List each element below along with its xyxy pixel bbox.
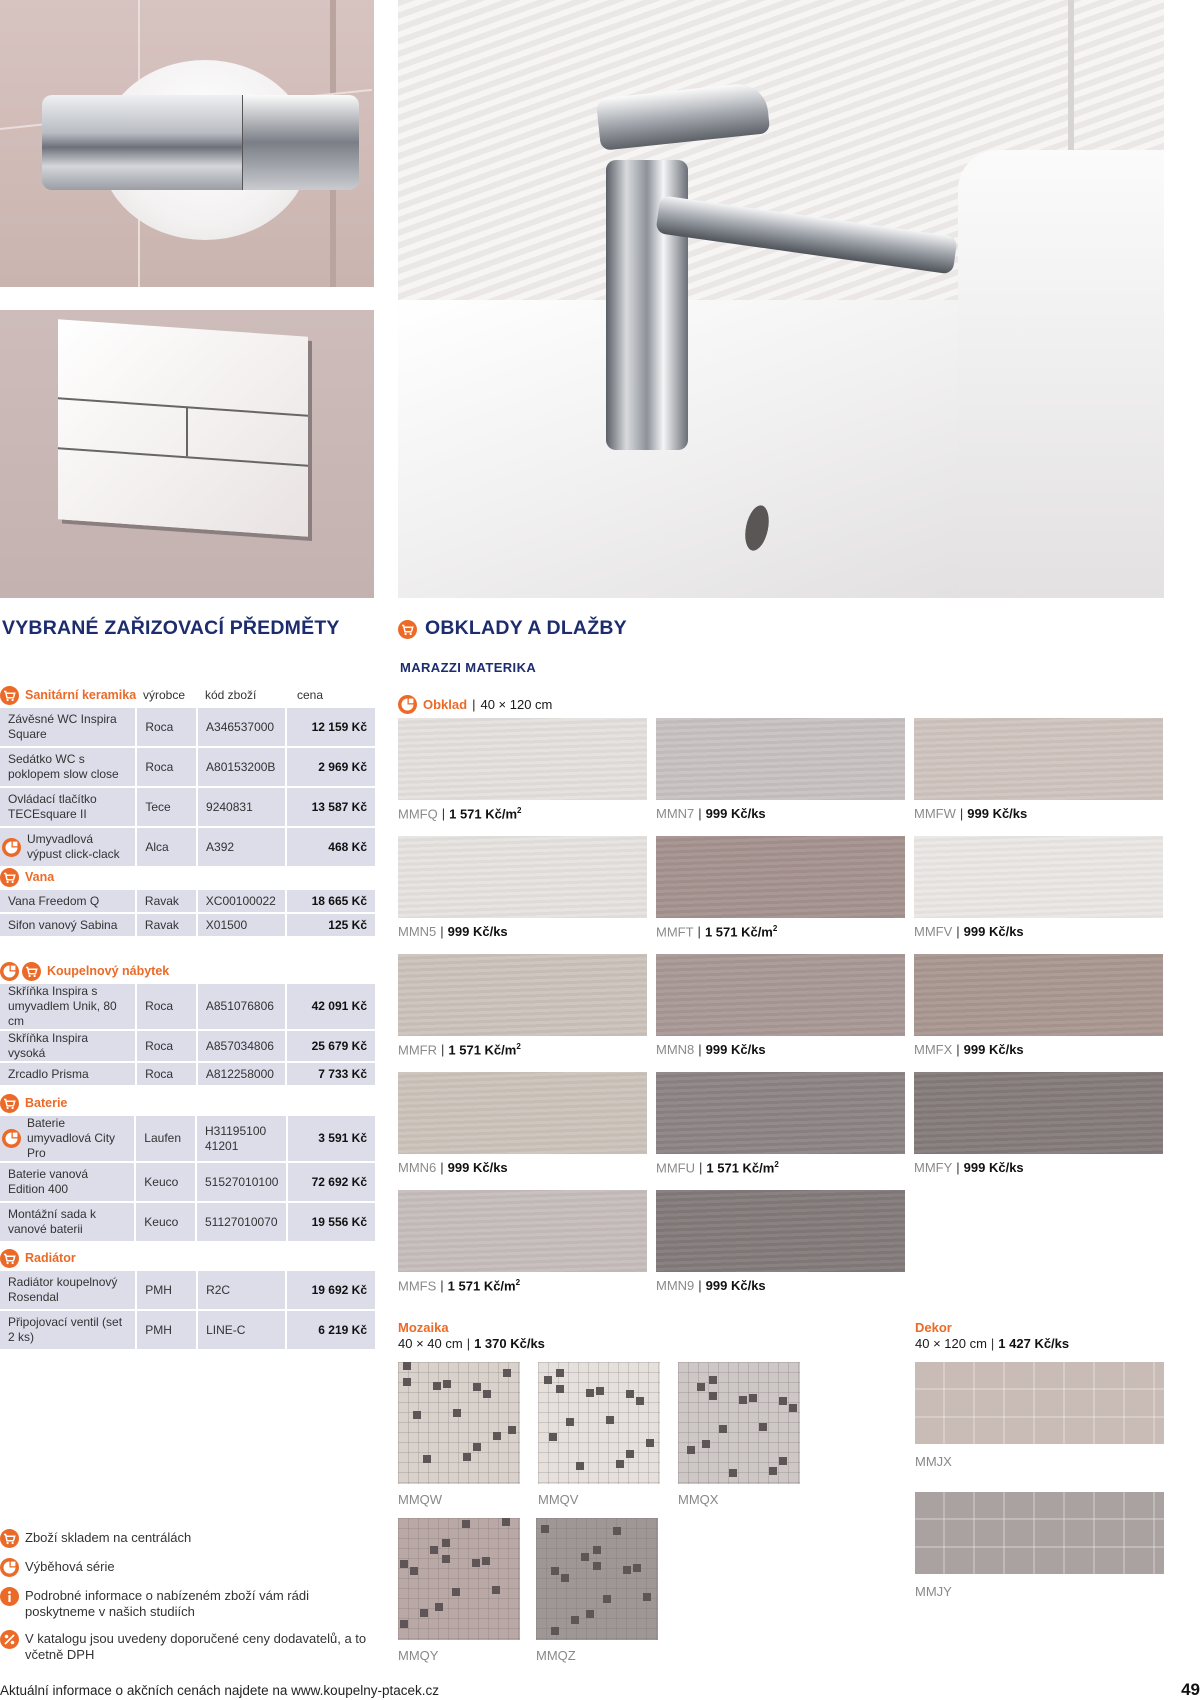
tile-label: MMN8 | 999 Kč/ks (656, 1042, 766, 1057)
table-row (0, 1063, 375, 1085)
legend-text: V katalogu jsou uvedeny doporučené ceny dodavatelů, a to včetně DPH (25, 1631, 367, 1662)
dekor-price: 1 427 Kč/ks (998, 1336, 1070, 1351)
table-row (0, 890, 375, 912)
product-name: Radiátor koupelnový Rosendal (8, 1275, 118, 1304)
tile-code: MMN8 (656, 1042, 695, 1057)
price-cell: 19 692 Kč (287, 1271, 375, 1309)
tile-item[interactable] (656, 1072, 905, 1176)
maker-cell: Roca (137, 1063, 196, 1085)
mosaic-swatch[interactable] (678, 1362, 800, 1484)
column-header-maker: výrobce (143, 688, 186, 702)
tile-code: MMN6 (398, 1160, 437, 1175)
unit-superscript: 2 (772, 924, 778, 933)
tile-price: 999 Kč/ks (447, 1160, 508, 1175)
mosaic-tile[interactable] (398, 1518, 520, 1663)
price-section (0, 960, 375, 1087)
tile-item[interactable] (914, 954, 1163, 1057)
table-row (0, 708, 375, 746)
mosaic-code: MMQZ (536, 1648, 576, 1663)
mozaika-size: 40 × 40 cm (398, 1336, 463, 1351)
legend-item (0, 1530, 380, 1548)
tile-item[interactable] (398, 1190, 647, 1294)
mosaic-tile[interactable] (678, 1362, 800, 1507)
code-cell: R2C (198, 1271, 285, 1309)
product-name: Závěsné WC Inspira Square (8, 712, 117, 741)
tile-price: 999 Kč/ks (705, 1042, 766, 1057)
tile-swatch[interactable] (656, 718, 905, 800)
mosaic-code: MMQY (398, 1648, 439, 1663)
table-row (0, 1271, 375, 1309)
code-cell: A346537000 (198, 708, 285, 746)
clearance-icon (0, 962, 19, 981)
tile-item[interactable] (398, 836, 647, 939)
tile-swatch[interactable] (398, 718, 647, 800)
table-row (0, 1203, 375, 1241)
mozaika-price: 1 370 Kč/ks (474, 1336, 545, 1351)
tile-label: MMN9 | 999 Kč/ks (656, 1278, 766, 1293)
price-section (0, 866, 375, 938)
mosaic-tile[interactable] (538, 1362, 660, 1507)
price-cell: 12 159 Kč (287, 708, 375, 746)
tile-code: MMFR (398, 1042, 437, 1058)
tile-item[interactable] (398, 954, 647, 1058)
product-name-cell (0, 1163, 134, 1201)
tile-price: 1 571 Kč/m (706, 1160, 775, 1176)
mozaika-header: Mozaika 40 × 40 cm | 1 370 Kč/ks (398, 1320, 545, 1351)
code-cell: 51527010100 (197, 1163, 286, 1201)
product-name-cell (0, 1116, 134, 1161)
unit-superscript: 2 (774, 1160, 779, 1169)
legend-text: Podrobné informace o nabízeném zboží vám rádi poskytneme v našich studiích (25, 1588, 309, 1619)
tile-price: 999 Kč/ks (705, 1278, 766, 1293)
tile-label: MMFR | 1 571 $Kč/m^2$ (398, 1042, 521, 1058)
percent-icon (0, 1630, 19, 1649)
product-name-cell (0, 984, 135, 1029)
tile-price: 999 Kč/ks (963, 924, 1024, 939)
maker-cell: Alca (137, 828, 196, 866)
tile-code: MMFQ (398, 806, 438, 822)
code-cell: XC00100022 (198, 890, 285, 912)
tile-code: MMFX (914, 1042, 953, 1057)
tile-item[interactable] (656, 718, 905, 821)
photo-flush-plate (0, 310, 374, 598)
dekor-size: 40 × 120 cm (915, 1336, 987, 1351)
maker-cell: Roca (137, 1031, 196, 1061)
product-name: Sifon vanový Sabina (8, 917, 118, 932)
product-name: Skříňka Inspira vysoká (8, 1031, 89, 1060)
product-name-cell (0, 828, 135, 866)
code-cell: A392 (198, 828, 285, 866)
product-name: Umyvadlová výpust click-clack (27, 832, 120, 861)
price-cell: 125 Kč (287, 914, 375, 936)
mosaic-code: MMQX (678, 1492, 719, 1507)
legend-item (0, 1631, 380, 1663)
tile-item[interactable] (398, 718, 647, 822)
brand-subheading: MARAZZI MATERIKA (400, 660, 537, 675)
product-name: Montážní sada k vanové baterii (8, 1207, 97, 1236)
clearance-icon (398, 695, 417, 714)
product-name: Vana Freedom Q (8, 893, 100, 908)
dekor-swatch[interactable] (915, 1362, 1164, 1444)
code-cell: A851076806 (198, 984, 285, 1029)
unit-superscript: 2 (515, 1278, 521, 1287)
tile-price: 999 Kč/ks (963, 1160, 1024, 1175)
product-name-cell (0, 748, 135, 786)
photo-toilet-paper-holder (0, 0, 374, 287)
price-cell: 6 219 Kč (287, 1311, 375, 1349)
tile-item[interactable] (914, 1072, 1163, 1175)
footer-note: Aktuální informace o akčních cenách najdete na www.koupelny-ptacek.cz (0, 1683, 439, 1698)
price-cell: 19 556 Kč (288, 1203, 375, 1241)
cart-icon (0, 1094, 19, 1113)
tile-code: MMN5 (398, 924, 437, 939)
product-name: Baterie umyvadlová City Pro (27, 1116, 116, 1160)
dekor-code: MMJX (915, 1454, 952, 1469)
table-row (0, 984, 375, 1029)
tile-swatch[interactable] (398, 1190, 647, 1272)
cart-icon (0, 868, 19, 887)
mosaic-code: MMQV (538, 1492, 579, 1507)
tile-label: MMFW | 999 Kč/ks (914, 806, 1028, 821)
product-name: Sedátko WC s poklopem slow close (8, 752, 119, 781)
price-table (0, 982, 377, 1087)
maker-cell: Ravak (137, 914, 196, 936)
tile-item[interactable] (656, 954, 905, 1057)
tile-price: 999 Kč/ks (963, 1042, 1024, 1057)
tile-code: MMFS (398, 1278, 437, 1294)
tile-swatch[interactable] (398, 836, 647, 918)
tile-label: MMFY | 999 Kč/ks (914, 1160, 1024, 1175)
product-name-cell (0, 1203, 134, 1241)
tile-swatch[interactable] (914, 954, 1163, 1036)
product-name: Zrcadlo Prisma (8, 1066, 89, 1081)
maker-cell: Ravak (137, 890, 196, 912)
maker-cell: Roca (137, 708, 196, 746)
legend-item (0, 1588, 380, 1620)
maker-cell: Keuco (136, 1163, 195, 1201)
mosaic-swatch[interactable] (536, 1518, 658, 1640)
cart-icon (0, 1249, 19, 1268)
tile-swatch[interactable] (914, 1072, 1163, 1154)
tile-label: MMFT | 1 571 $Kč/m^2$ (656, 924, 778, 940)
tile-item[interactable] (914, 836, 1163, 939)
tile-code: MMN9 (656, 1278, 695, 1293)
product-name-cell (0, 1311, 135, 1349)
legend-text: Výběhová série (25, 1559, 115, 1574)
maker-cell: Laufen (136, 1116, 195, 1161)
maker-cell: Roca (137, 984, 196, 1029)
tile-code: MMFU (656, 1160, 695, 1176)
tile-label: MMN7 | 999 Kč/ks (656, 806, 766, 821)
info-icon (0, 1587, 19, 1606)
price-cell: 18 665 Kč (287, 890, 375, 912)
obklad-size: 40 × 120 cm (480, 697, 553, 712)
photo-washbasin-faucet (398, 0, 1164, 598)
icon-legend (0, 1530, 380, 1674)
maker-cell: Roca (137, 748, 196, 786)
code-cell: A857034806 (198, 1031, 285, 1061)
tile-price: 999 Kč/ks (447, 924, 508, 939)
tile-price: 999 Kč/ks (705, 806, 766, 821)
section-title: Koupelnový nábytek (47, 964, 170, 978)
tile-label: MMFX | 999 Kč/ks (914, 1042, 1024, 1057)
price-section (0, 684, 375, 868)
price-cell: 3 591 Kč (288, 1116, 375, 1161)
section-header (0, 960, 375, 982)
dekor-code: MMJY (915, 1584, 952, 1599)
price-cell: 2 969 Kč (287, 748, 375, 786)
mozaika-title: Mozaika (398, 1320, 449, 1335)
section-header (0, 866, 375, 888)
tile-item[interactable] (656, 836, 905, 940)
product-name-cell (0, 708, 135, 746)
code-cell: H31195100 41201 (197, 1116, 286, 1161)
table-row (0, 1031, 375, 1061)
tile-swatch[interactable] (656, 954, 905, 1036)
code-cell: 51127010070 (197, 1203, 286, 1241)
price-cell: 72 692 Kč (288, 1163, 375, 1201)
tile-code: MMN7 (656, 806, 695, 821)
section-heading-tiles: OBKLADY A DLAŽBY (425, 617, 627, 639)
table-row (0, 914, 375, 936)
product-name: Skříňka Inspira s umyvadlem Unik, 80 cm (8, 984, 117, 1028)
product-name: Baterie vanová Edition 400 (8, 1167, 89, 1196)
tile-code: MMFV (914, 924, 953, 939)
price-cell: 42 091 Kč (287, 984, 375, 1029)
tile-code: MMFW (914, 806, 956, 821)
obklad-title: Obklad (423, 697, 468, 712)
table-row (0, 1163, 375, 1201)
code-cell: A80153200B (198, 748, 285, 786)
tile-swatch[interactable] (914, 836, 1163, 918)
product-name-cell (0, 1031, 135, 1061)
code-cell: A812258000 (198, 1063, 285, 1085)
table-row (0, 748, 375, 786)
column-header-price: cena (297, 688, 324, 702)
clearance-icon (2, 1129, 21, 1148)
maker-cell: Tece (137, 788, 196, 826)
tile-swatch[interactable] (656, 836, 905, 918)
cart-icon (398, 620, 417, 639)
maker-cell: PMH (137, 1311, 196, 1349)
clearance-icon (2, 838, 21, 857)
tile-swatch[interactable] (656, 1190, 905, 1272)
price-cell: 468 Kč (287, 828, 375, 866)
product-name-cell (0, 890, 135, 912)
price-table (0, 1269, 377, 1351)
legend-text: Zboží skladem na centrálách (25, 1530, 192, 1545)
section-heading-fixtures: VYBRANÉ ZAŘIZOVACÍ PŘEDMĚTY (2, 617, 340, 639)
section-title: Baterie (25, 1096, 68, 1110)
product-name-cell (0, 788, 135, 826)
dekor-swatch[interactable] (915, 1492, 1164, 1574)
tile-swatch[interactable] (914, 718, 1163, 800)
cart-icon (0, 686, 19, 705)
page-number: 49 (1181, 1680, 1200, 1699)
price-table (0, 706, 377, 868)
tile-code: MMFT (656, 924, 694, 940)
tile-label: MMFV | 999 Kč/ks (914, 924, 1024, 939)
dekor-header: Dekor 40 × 120 cm | 1 427 Kč/ks (915, 1320, 1070, 1351)
tile-price: 999 Kč/ks (967, 806, 1028, 821)
code-cell: X01500 (198, 914, 285, 936)
price-cell: 13 587 Kč (287, 788, 375, 826)
cart-icon (0, 1529, 19, 1548)
obklad-header: Obklad | 40 × 120 cm (398, 695, 552, 714)
tile-label: MMFQ | 1 571 $Kč/m^2$ (398, 806, 522, 822)
table-row (0, 788, 375, 826)
tile-label: MMN6 | 999 Kč/ks (398, 1160, 508, 1175)
section-title: Radiátor (25, 1251, 76, 1265)
tile-item[interactable] (914, 718, 1163, 821)
code-cell: LINE-C (198, 1311, 285, 1349)
tile-price: 1 571 Kč/m (704, 924, 773, 940)
section-title: Vana (25, 870, 55, 884)
tile-code: MMFY (914, 1160, 953, 1175)
unit-superscript: 2 (517, 806, 522, 815)
price-cell: 25 679 Kč (287, 1031, 375, 1061)
section-header (0, 1092, 375, 1114)
dekor-title: Dekor (915, 1320, 952, 1335)
product-name: Ovládací tlačítko TECEsquare II (8, 792, 97, 821)
legend-item (0, 1559, 380, 1577)
tile-price: 1 571 Kč/m (447, 1278, 516, 1294)
column-header-code: kód zboží (205, 688, 257, 702)
maker-cell: PMH (137, 1271, 196, 1309)
tile-price: 1 571 Kč/m (448, 1042, 517, 1058)
mosaic-code: MMQW (398, 1492, 443, 1507)
product-name-cell (0, 914, 135, 936)
section-header (0, 1247, 375, 1269)
table-row (0, 1116, 375, 1161)
product-name-cell (0, 1271, 135, 1309)
mosaic-tile[interactable] (398, 1362, 520, 1507)
mosaic-swatch[interactable] (398, 1362, 520, 1484)
price-cell: 7 733 Kč (287, 1063, 375, 1085)
mosaic-tile[interactable] (536, 1518, 658, 1663)
unit-superscript: 2 (516, 1042, 521, 1051)
tile-label: MMN5 | 999 Kč/ks (398, 924, 508, 939)
tile-price: 1 571 Kč/m (449, 806, 518, 822)
code-cell: 9240831 (198, 788, 285, 826)
tile-label: MMFU | 1 571 $Kč/m^2$ (656, 1160, 779, 1176)
cart-icon (22, 962, 41, 981)
price-table (0, 888, 377, 938)
product-name-cell (0, 1063, 135, 1085)
dekor-tile[interactable] (915, 1362, 1164, 1469)
table-row (0, 828, 375, 866)
price-table (0, 1114, 377, 1243)
tile-item[interactable] (656, 1190, 905, 1293)
maker-cell: Keuco (136, 1203, 195, 1241)
tile-label: MMFS | 1 571 $Kč/m^2$ (398, 1278, 521, 1294)
section-title: Sanitární keramika (25, 688, 137, 702)
tile-swatch[interactable] (398, 954, 647, 1036)
tile-item[interactable] (398, 1072, 647, 1175)
dekor-tile[interactable] (915, 1492, 1164, 1599)
product-name: Připojovací ventil (set 2 ks) (8, 1315, 123, 1344)
clearance-icon (0, 1558, 19, 1577)
price-section (0, 1247, 375, 1351)
tile-swatch[interactable] (398, 1072, 647, 1154)
table-row (0, 1311, 375, 1349)
price-section (0, 1092, 375, 1243)
mosaic-swatch[interactable] (538, 1362, 660, 1484)
mosaic-swatch[interactable] (398, 1518, 520, 1640)
tile-swatch[interactable] (656, 1072, 905, 1154)
